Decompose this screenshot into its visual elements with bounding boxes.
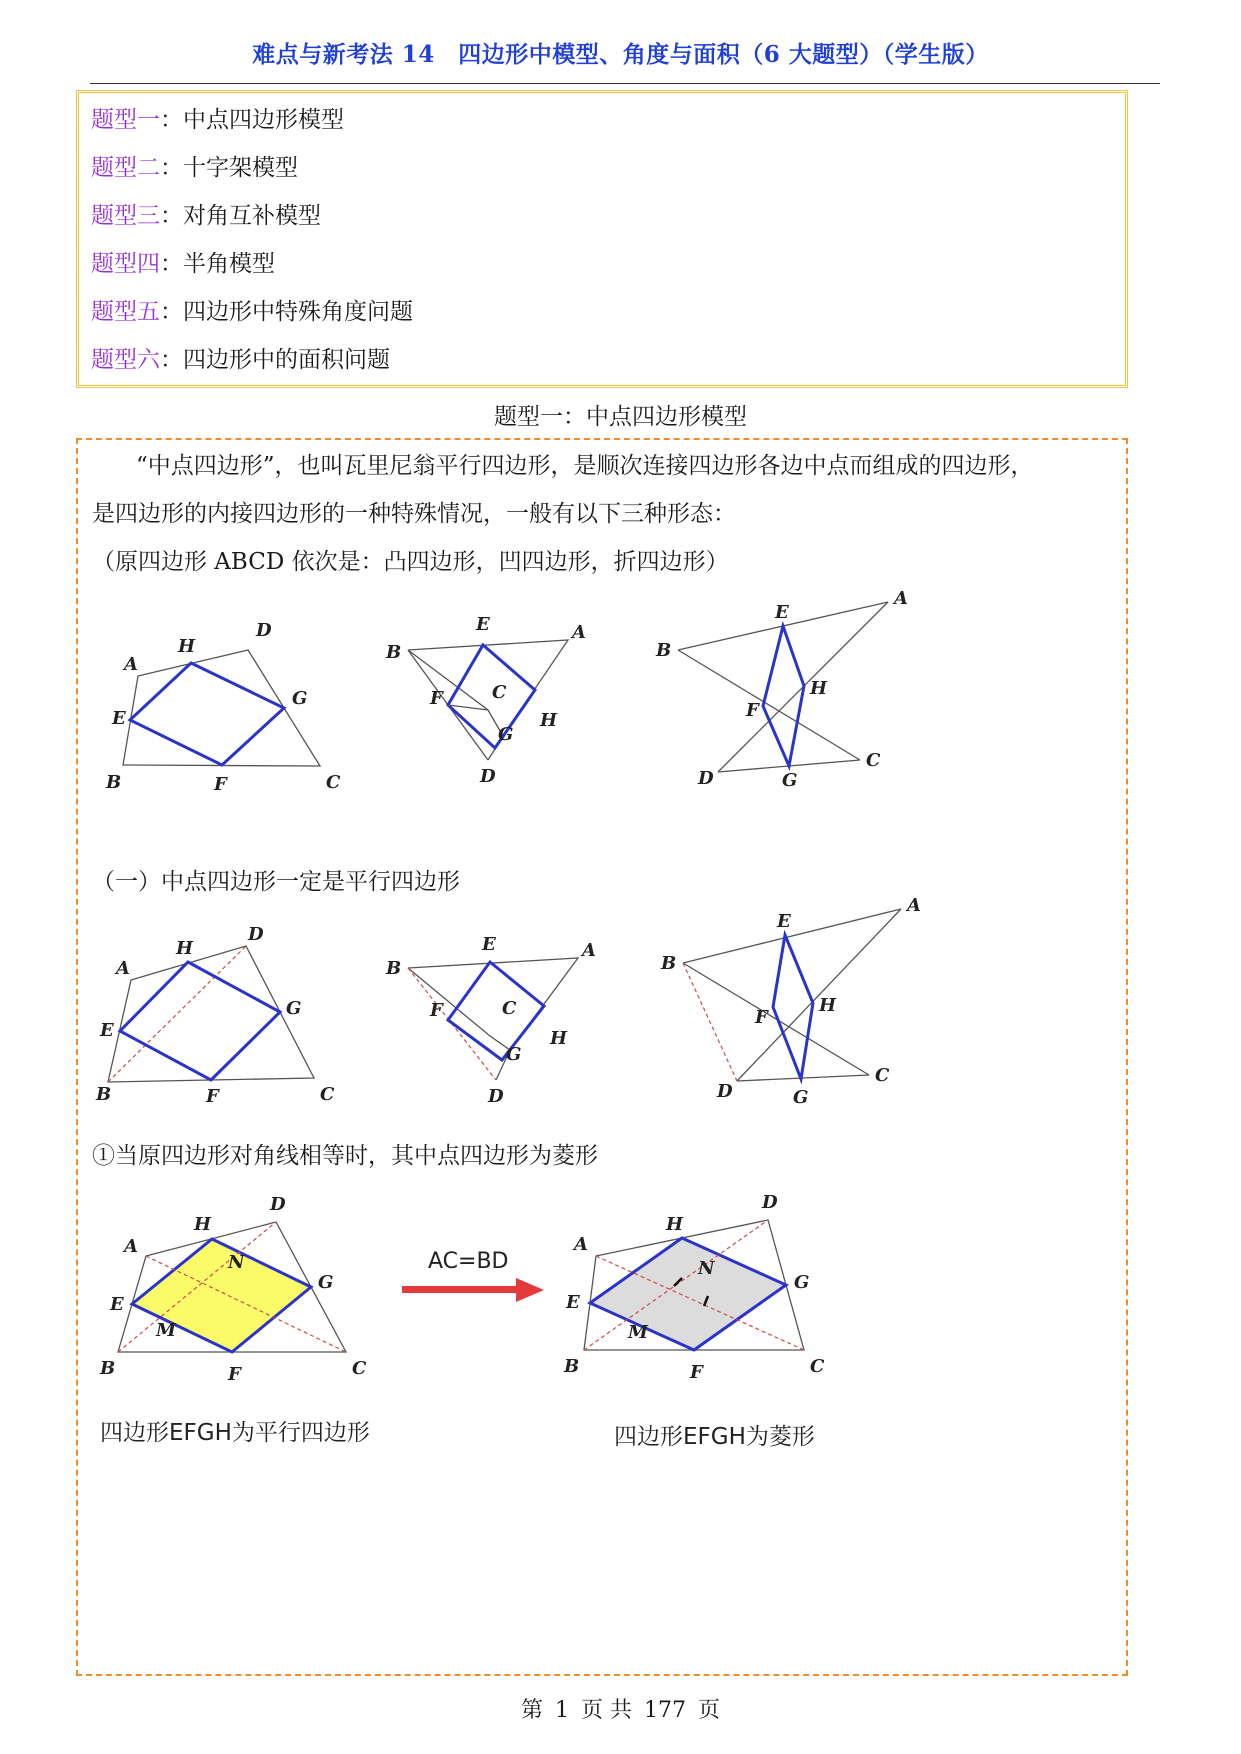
point-label: E xyxy=(476,614,490,635)
footer-prefix: 第 xyxy=(520,1698,543,1723)
toc-item-separator: ： xyxy=(160,251,183,277)
point-label: B xyxy=(386,958,402,979)
point-label: F xyxy=(746,700,759,721)
point-label: N xyxy=(228,1252,245,1273)
point-label: F xyxy=(228,1364,241,1385)
point-label: H xyxy=(178,636,196,657)
toc-item xyxy=(91,149,298,182)
figure-convex-with-diagonal xyxy=(88,910,348,1110)
footer-suffix: 页 xyxy=(698,1698,721,1723)
point-label: H xyxy=(550,1028,568,1049)
point-label: M xyxy=(156,1320,176,1341)
point-label: B xyxy=(106,772,122,790)
point-label: G xyxy=(794,1272,810,1293)
footer-page-number: 1 xyxy=(555,1698,569,1723)
toc-item-label: 题型四 xyxy=(91,251,160,277)
point-label: G xyxy=(292,688,308,709)
toc-item xyxy=(91,293,413,326)
toc-item-separator: ： xyxy=(160,203,183,229)
toc-item xyxy=(91,101,344,134)
point-label: G xyxy=(498,724,514,745)
toc-item-label: 题型二 xyxy=(91,155,160,181)
point-label: E xyxy=(482,934,496,955)
point-label: F xyxy=(755,1007,768,1028)
point-label: F xyxy=(690,1362,703,1383)
toc-item-text: 十字架模型 xyxy=(183,155,298,181)
point-label: C xyxy=(866,750,881,771)
point-label: D xyxy=(480,766,496,787)
section-title: 题型一：中点四边形模型 xyxy=(494,404,747,430)
point-label: C xyxy=(352,1358,367,1379)
point-label: B xyxy=(661,953,677,974)
point-label: G xyxy=(506,1044,522,1065)
point-label: A xyxy=(582,940,596,961)
figure-convex-midpoint-quad xyxy=(98,600,358,790)
point-label: F xyxy=(430,1000,443,1021)
footer-total-pages: 177 xyxy=(644,1698,686,1723)
point-label: B xyxy=(96,1084,112,1105)
toc-item-label: 题型一 xyxy=(91,107,160,133)
toc-item-separator: ： xyxy=(160,347,183,373)
paragraph-line: “中点四边形”，也叫瓦里尼翁平行四边形，是顺次连接四边形各边中点而组成的四边形， xyxy=(136,453,1034,479)
point-label: D xyxy=(270,1194,286,1215)
arrow-ac-equals-bd xyxy=(398,1240,548,1310)
point-label: N xyxy=(698,1258,715,1279)
point-label: E xyxy=(566,1292,580,1313)
toc-item-label: 题型六 xyxy=(91,347,160,373)
point-label: E xyxy=(777,911,791,932)
toc-item-separator: ： xyxy=(160,155,183,181)
point-label: C xyxy=(492,682,507,703)
point-label: H xyxy=(194,1214,212,1235)
toc-item-text: 四边形中的面积问题 xyxy=(183,347,390,373)
figure-crossed-midpoint-quad xyxy=(648,590,938,790)
point-label: H xyxy=(666,1214,684,1235)
footer-mid: 页 共 xyxy=(581,1698,632,1723)
figure-rhombus-case xyxy=(548,1178,838,1393)
toc-box xyxy=(76,90,1128,388)
point-label: B xyxy=(564,1356,580,1377)
toc-item-text: 四边形中特殊角度问题 xyxy=(183,299,413,325)
toc-item-label: 题型三 xyxy=(91,203,160,229)
toc-item-separator: ： xyxy=(160,299,183,325)
figure-concave-midpoint-quad xyxy=(378,600,608,790)
header-rule xyxy=(90,83,1160,84)
point-label: E xyxy=(110,1294,124,1315)
toc-item-text: 中点四边形模型 xyxy=(183,107,344,133)
point-label: A xyxy=(124,1236,138,1257)
point-label: D xyxy=(698,768,714,789)
point-label: H xyxy=(540,710,558,731)
point-label: B xyxy=(100,1358,116,1379)
arrow-shaft xyxy=(402,1286,518,1293)
point-label: E xyxy=(112,708,126,729)
page-header-title: 难点与新考法 14 四边形中模型、角度与面积（6 大题型）（学生版） xyxy=(252,41,989,68)
point-label: G xyxy=(286,998,302,1019)
point-label: C xyxy=(326,772,341,790)
figure-parallelogram-case xyxy=(88,1182,378,1397)
point-label: D xyxy=(762,1192,778,1213)
content-frame xyxy=(76,438,1128,1676)
toc-item-label: 题型五 xyxy=(91,299,160,325)
point-label: E xyxy=(100,1020,114,1041)
point-label: A xyxy=(124,654,138,675)
point-label: A xyxy=(907,895,921,916)
point-label: H xyxy=(176,938,194,959)
point-label: D xyxy=(488,1086,504,1107)
subheading: ①当原四边形对角线相等时，其中点四边形为菱形 xyxy=(92,1143,598,1169)
toc-item xyxy=(91,197,321,230)
point-label: B xyxy=(656,640,672,661)
paragraph-line: （原四边形 ABCD 依次是：凸四边形，凹四边形，折四边形） xyxy=(92,549,729,575)
point-label: C xyxy=(320,1084,335,1105)
point-label: C xyxy=(810,1356,825,1377)
point-label: A xyxy=(572,622,586,643)
point-label: A xyxy=(574,1234,588,1255)
point-label: D xyxy=(717,1081,733,1102)
toc-item-text: 对角互补模型 xyxy=(183,203,321,229)
point-label: E xyxy=(775,602,789,623)
point-label: D xyxy=(256,620,272,641)
point-label: H xyxy=(810,678,828,699)
point-label: M xyxy=(628,1322,648,1343)
paragraph-line: 是四边形的内接四边形的一种特殊情况，一般有以下三种形态： xyxy=(92,501,736,527)
figure-crossed-with-diagonal xyxy=(653,885,953,1115)
toc-item-text: 半角模型 xyxy=(183,251,275,277)
point-label: H xyxy=(819,995,837,1016)
point-label: A xyxy=(116,958,130,979)
toc-item xyxy=(91,245,275,278)
page-footer xyxy=(0,1693,1241,1724)
point-label: A xyxy=(894,590,908,609)
toc-item xyxy=(91,341,390,374)
caption-parallelogram: 四边形EFGH为平行四边形 xyxy=(100,1420,370,1446)
point-label: C xyxy=(502,998,517,1019)
point-label: C xyxy=(875,1065,890,1086)
subheading: （一）中点四边形一定是平行四边形 xyxy=(92,869,460,895)
point-label: F xyxy=(214,774,227,790)
point-label: G xyxy=(793,1087,809,1108)
arrow-head xyxy=(516,1278,544,1302)
point-label: F xyxy=(430,688,443,709)
point-label: G xyxy=(318,1272,334,1293)
caption-rhombus: 四边形EFGH为菱形 xyxy=(614,1424,815,1450)
point-label: G xyxy=(782,770,798,790)
point-label: D xyxy=(248,924,264,945)
point-label: F xyxy=(206,1086,219,1107)
toc-item-separator: ： xyxy=(160,107,183,133)
figure-concave-with-diagonal xyxy=(378,910,618,1110)
point-label: B xyxy=(386,642,402,663)
arrow-label: AC=BD xyxy=(428,1249,509,1274)
